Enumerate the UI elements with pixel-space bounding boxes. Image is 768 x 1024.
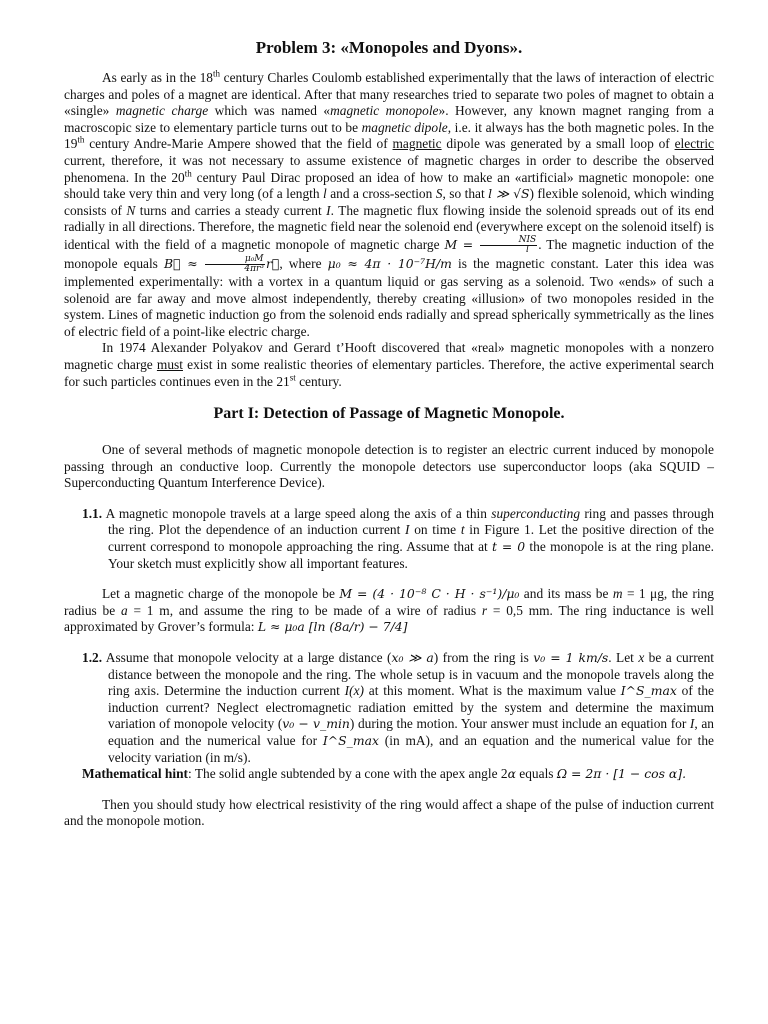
- monopole-charge-value: M = (4 · 10⁻⁸ C · H · s⁻¹)/μ₀: [339, 586, 520, 602]
- question-number: 1.1.: [82, 505, 103, 521]
- hint-label: Mathematical hint: [82, 766, 188, 782]
- intro-paragraph-2: In 1974 Alexander Polyakov and Gerard t’Hooft discovered that «real» magnetic monopoles with a nonzero magnetic charge must exist in some realistic theories of elementary particles. Therefore, the active experimental search for such particles continues even in the 21st century.: [64, 340, 714, 389]
- closing-paragraph: Then you should study how electrical resistivity of the ring would affect a shape of the pulse of induction current and the monopole motion.: [64, 796, 714, 829]
- document-page: [64, 0, 714, 830]
- monopole-charge-formula: M = $\frac{\text{NIS}}{l}$: [444, 234, 537, 255]
- problem-title: Problem 3: «Monopoles and Dyons».: [255, 38, 523, 57]
- solenoid-condition-formula: l ≫ √S: [488, 186, 530, 202]
- question-number: 1.2.: [82, 650, 103, 666]
- part1-heading: Part I: Detection of Passage of Magnetic Monopole.: [213, 405, 565, 423]
- magnetic-constant-formula: μ₀ ≈ 4π · 10⁻⁷H/m: [327, 255, 452, 271]
- part1-paragraph: One of several methods of magnetic monopole detection is to register an electric current induced by monopole passing through an conductive loop. Currently the monopole detectors use superconductor loops (aka SQUID – Superconducting Quantum Interference Device).: [64, 442, 714, 491]
- question-1-2: 1.2. Assume that monopole velocity at a large distance (x₀ ≫ a) from the ring is v₀ = 1 km/s. Let x be a current distance between the monopole and the ring. The whole setup is in vacuum and the monopole travels along the ring axis. Determine the induction current I(x) at this moment. What is the maximum value I^S_max of the induction current? Neglect electromagnetic radiation emitted by the system and determine the maximum variation of monopole velocity (v₀ − v_min) during the motion. Your answer must include an equation for I, an equation and the numerical value for I^S_max (in mA), and an equation and the numerical value for the velocity variation (in m/s).: [82, 650, 715, 765]
- parameters-paragraph: Let a magnetic charge of the monopole be M = (4 · 10⁻⁸ C · H · s⁻¹)/μ₀ and its mass be m = 1 μg, the ring radius be a = 1 m, and assume the ring to be made of a wire of radius r = 0,5 mm. The ring inductance is well approximated by Grover’s formula: L ≈ μ₀a [ln (8a/r) − 7/4]: [64, 586, 714, 635]
- intro-paragraph-1: As early as in the 18th century Charles Coulomb established experimentally that the laws of interaction of electric charges and poles of a magnet are identical. After that many researches tried to separate two poles of magnet to obtain a «single» magnetic charge which was named «magnetic monopole». However, any known magnet ranging from a macroscopic size to elementary particle turns out to be magnetic dipole, i.e. it always has the both magnetic poles. In the 19th century Andre-Marie Ampere showed that the field of magnetic dipole was generated by a small loop of electric current, therefore, it was not necessary to assume existence of magnetic charges in order to describe the observed phenomena. In the 20th century Paul Dirac proposed an idea of how to make an «artificial» magnetic monopole: one should take very thin and very long (of a length l and a cross-section S, so that l ≫ √S) flexible solenoid, which winding consists of N turns and carries a steady current I. The magnetic flux flowing inside the solenoid spreads out of its end radially in all directions. Therefore, the magnetic field near the solenoid end (everywhere except on the solenoid itself) is identical with the field of a magnetic monopole of magnetic charge M = $\frac{\text{NIS}}{l}$ . The magnetic induction of the monopole equals B⃗ ≈ $\frac{\text{μ₀M}}{\text{4πr³}}$ r⃗, where μ₀ ≈ 4π · 10⁻⁷H/m is the magnetic constant. Later this idea was implemented experimentally: with a vortex in a quantum liquid or gas serving as a solenoid. Two «ends» of such a solenoid are far away and move almost independently, thereby creating «illusion» of two monopoles resided in the system. Lines of magnetic induction go from the solenoid ends radially and spread spherically symmetrically as the lines of electric field of a point-like electric charge.: [64, 68, 715, 339]
- induction-formula: B⃗ ≈ $\frac{\text{μ₀M}}{\text{4πr³}}$ r⃗: [164, 253, 280, 274]
- solid-angle-formula: Ω = 2π · [1 − cos α].: [556, 766, 687, 782]
- mathematical-hint: Mathematical hint: The solid angle subtended by a cone with the apex angle 2α equals Ω = 2π · [1 − cos α].: [82, 766, 687, 782]
- grover-formula: L ≈ μ₀a [ln (8a/r) − 7/4]: [257, 619, 408, 635]
- question-1-1: 1.1. A magnetic monopole travels at a large speed along the axis of a thin superconducting ring and passes through the ring. Plot the dependence of an induction current I on time t in Figure 1. Let the positive direction of the current correspond to monopole approaching the ring. Assume that at t = 0 the monopole is at the ring plane. Your sketch must explicitly show all important features.: [82, 505, 715, 571]
